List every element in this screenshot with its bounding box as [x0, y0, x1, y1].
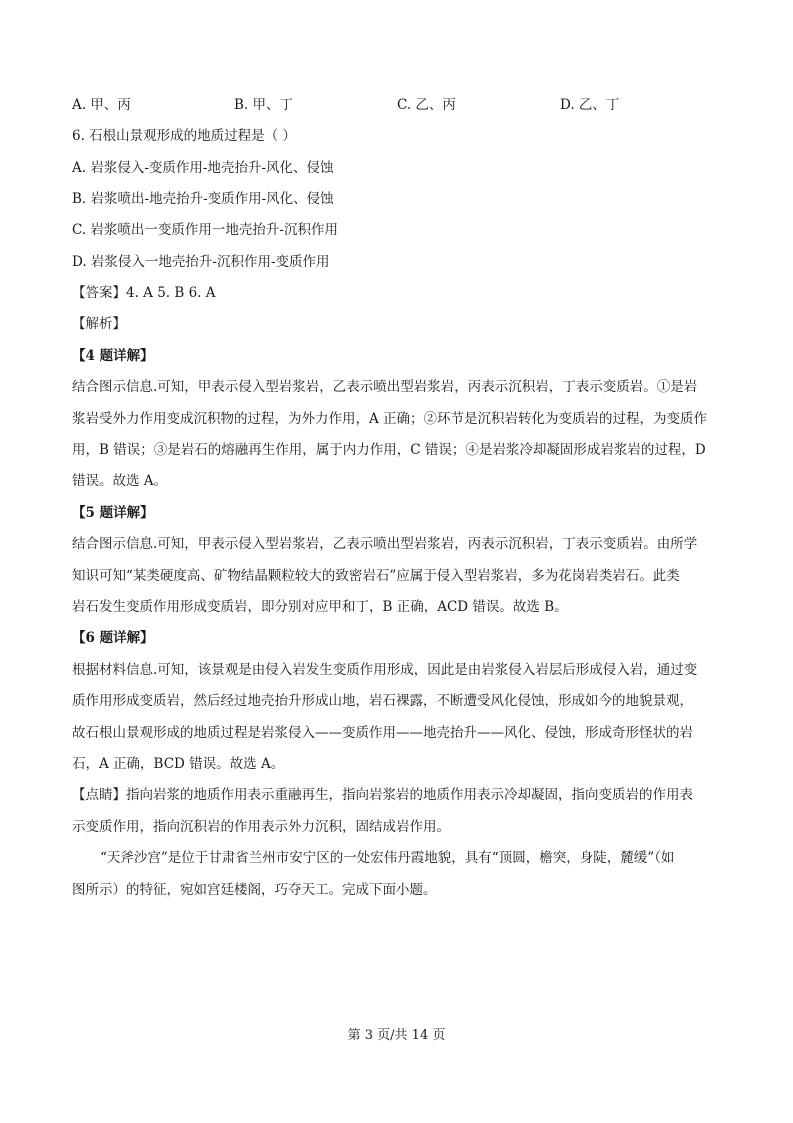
tip-line: 示变质作用，指向沉积岩的作用表示外力沉积，固结成岩作用。: [72, 819, 450, 835]
q6-detail-line: 根据材料信息.可知，该景观是由侵入岩发生变质作用形成，因此是由岩浆侵入岩层后形成侵入岩，通过变: [72, 662, 698, 678]
q4-heading: 【4 题详解】: [72, 348, 154, 364]
question-6-stem: 6. 石根山景观形成的地质过程是（ ）: [72, 128, 296, 144]
q4-line: 浆岩受外力作用变成沉积物的过程，为外力作用，A 正确；②环节是沉积岩转化为变质岩的过程，为变质作: [72, 411, 708, 427]
question-6-option-c: C. 岩浆喷出一变质作用一地壳抬升-沉积作用: [72, 222, 338, 238]
answer-line: 【答案】4. A 5. B 6. A: [72, 285, 216, 301]
q4-line: 结合图示信息.可知，甲表示侵入型岩浆岩，乙表示喷出型岩浆岩，丙表示沉积岩，丁表示变质岩。①是岩: [72, 379, 698, 395]
q6-detail-line: 故石根山景观形成的地质过程是岩浆侵入——变质作用——地壳抬升——风化、侵蚀，形成奇形怪状的岩: [72, 725, 693, 741]
option-d: D. 乙、丁: [560, 97, 620, 113]
option-b: B. 甲、丁: [234, 97, 294, 113]
passage-line: 图所示）的特征，宛如宫廷楼阁，巧夺天工。完成下面小题。: [72, 882, 437, 898]
question-6-option-b: B. 岩浆喷出-地壳抬升-变质作用-风化、侵蚀: [72, 191, 334, 207]
q6-detail-heading: 【6 题详解】: [72, 630, 154, 646]
passage-line: “天斧沙宫”是位于甘肃省兰州市安宁区的一处宏伟丹霞地貌，具有“顶圆，檐突，身陡，麓缓”（如: [100, 850, 675, 866]
question-6-option-d: D. 岩浆侵入一地壳抬升-沉积作用-变质作用: [72, 254, 330, 270]
q5-line: 岩石发生变质作用形成变质岩，即分别对应甲和丁，B 正确，ACD 错误。故选 B。: [72, 599, 568, 615]
option-c: C. 乙、丙: [397, 97, 456, 113]
q6-detail-line: 质作用形成变质岩，然后经过地壳抬升形成山地，岩石裸露，不断遭受风化侵蚀，形成如今的地貌景观，: [72, 693, 693, 709]
analysis-label: 【解析】: [72, 316, 126, 332]
q5-heading: 【5 题详解】: [72, 505, 154, 521]
q4-line: 用，B 错误；③是岩石的熔融再生作用，属于内力作用，C 错误；④是岩浆冷却凝固形成岩浆岩的过程，D: [72, 442, 706, 458]
q6-detail-line: 石，A 正确，BCD 错误。故选 A。: [72, 756, 285, 772]
q5-line: 知识可知“某类硬度高、矿物结晶颗粒较大的致密岩石”应属于侵入型岩浆岩，多为花岗岩类岩石。此类: [72, 568, 680, 584]
page-footer: 第 3 页/共 14 页: [347, 1028, 446, 1043]
q4-line: 错误。故选 A。: [72, 473, 168, 489]
q5-line: 结合图示信息.可知，甲表示侵入型岩浆岩，乙表示喷出型岩浆岩，丙表示沉积岩，丁表示变质岩。由所学: [72, 536, 698, 552]
tip-line: 【点睛】指向岩浆的地质作用表示重融再生，指向岩浆岩的地质作用表示冷却凝固，指向变质岩的作用表: [72, 787, 693, 803]
question-6-option-a: A. 岩浆侵入-变质作用-地壳抬升-风化、侵蚀: [72, 160, 334, 176]
option-a: A. 甲、丙: [72, 97, 131, 113]
